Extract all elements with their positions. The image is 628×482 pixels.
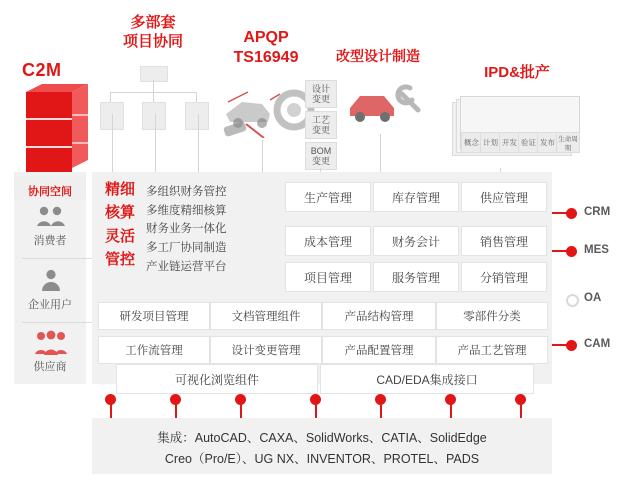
- org-chart-diagram: [98, 66, 208, 114]
- module-cell-accounting[interactable]: 财务会计: [373, 226, 459, 256]
- module-cell-doc-mgmt[interactable]: 文档管理组件: [210, 302, 322, 330]
- bottom-connector-dot: [445, 394, 456, 405]
- connector-dot-cam: [566, 340, 577, 351]
- module-cell-sales[interactable]: 销售管理: [461, 226, 547, 256]
- change-box-process: [305, 111, 337, 139]
- connector-label-cam: CAM: [584, 338, 611, 350]
- change-box-process-line1: 工艺: [311, 114, 330, 125]
- connector-dot-mes: [566, 246, 577, 257]
- sidebar-item-supplier-label: 供应商: [33, 361, 67, 373]
- label-ipd: IPD&批产: [484, 64, 550, 81]
- sidebar-item-enterprise-user[interactable]: [14, 264, 86, 322]
- bottom-connector-dot: [105, 394, 116, 405]
- change-box-bom: [305, 142, 337, 170]
- module-cell-project[interactable]: 项目管理: [285, 262, 371, 292]
- divider: [22, 258, 94, 259]
- keyword-0: 精细: [104, 181, 135, 198]
- label-multi-project-collab: [106, 14, 200, 52]
- ipd-col-3: 验证: [518, 132, 539, 153]
- c2m-cube: [26, 84, 88, 176]
- connector-line: [155, 114, 156, 172]
- connector-line: [262, 140, 263, 172]
- divider: [22, 322, 94, 323]
- panel-description: [146, 183, 274, 276]
- panel-left-keywords: [96, 178, 144, 271]
- label-redesign-manufacture: 改型设计制造: [336, 48, 420, 64]
- change-box-process-line2: 变更: [311, 125, 330, 135]
- module-cell-visual-browser[interactable]: 可视化浏览组件: [116, 364, 318, 394]
- module-cell-cost[interactable]: 成本管理: [285, 226, 371, 256]
- module-cell-production[interactable]: 生产管理: [285, 182, 371, 212]
- ipd-col-2: 开发: [499, 132, 520, 153]
- module-cell-distribution[interactable]: 分销管理: [461, 262, 547, 292]
- connector-label-crm: CRM: [584, 206, 611, 218]
- sidebar-item-enterprise-user-label: 企业用户: [28, 299, 72, 311]
- connector-line: [112, 114, 113, 172]
- connector-label-oa: OA: [584, 292, 602, 304]
- ipd-col-0: 概念: [461, 132, 482, 153]
- module-cell-part-classification[interactable]: 零部件分类: [436, 302, 548, 330]
- c2m-title: C2M: [22, 60, 62, 80]
- keyword-2: 灵活: [104, 227, 135, 245]
- bottom-connector-dot: [170, 394, 181, 405]
- desc-2: 财务业务一体化: [146, 223, 227, 236]
- module-cell-product-config[interactable]: 产品配置管理: [322, 336, 436, 364]
- module-cell-product-process[interactable]: 产品工艺管理: [436, 336, 548, 364]
- ipd-col-1: 计划: [480, 132, 501, 153]
- collab-space-header: 协同空间: [14, 176, 86, 199]
- redesign-illustration: [340, 80, 426, 134]
- group-icon: [34, 330, 68, 361]
- connector-dot-oa: [566, 294, 579, 307]
- label-apqp-ts16949: [218, 28, 314, 68]
- sidebar-item-consumer[interactable]: [14, 200, 86, 258]
- person-icon: [41, 268, 61, 297]
- module-cell-product-structure[interactable]: 产品结构管理: [322, 302, 436, 330]
- module-cell-supply[interactable]: 供应管理: [461, 182, 547, 212]
- change-box-design-line1: 设计: [311, 83, 330, 94]
- sidebar-item-consumer-label: 消费者: [33, 235, 67, 247]
- desc-1: 多维度精细核算: [146, 204, 227, 217]
- integration-line-2: Creo（Pro/E）、UG NX、INVENTOR、PROTEL、PADS: [164, 452, 480, 467]
- integration-line-1: 集成：AutoCAD、CAXA、SolidWorks、CATIA、SolidEdge: [157, 431, 487, 445]
- module-cell-design-change[interactable]: 设计变更管理: [210, 336, 322, 364]
- keyword-3: 管控: [104, 250, 135, 268]
- users-icon: [36, 204, 66, 233]
- ipd-col-5: 生命周期: [556, 132, 580, 153]
- apqp-illustration: [218, 80, 318, 138]
- module-cell-workflow[interactable]: 工作流管理: [98, 336, 210, 364]
- desc-4: 产业链运营平台: [146, 260, 227, 273]
- module-cell-rd-project[interactable]: 研发项目管理: [98, 302, 210, 330]
- connector-line: [380, 134, 381, 172]
- change-box-bom-line1: BOM: [310, 145, 332, 156]
- sidebar-item-supplier[interactable]: [14, 328, 86, 384]
- desc-0: 多组织财务管控: [146, 186, 227, 198]
- apqp-line-2: TS16949: [233, 49, 299, 66]
- bottom-connector-dot: [235, 394, 246, 405]
- bottom-connector-dot: [375, 394, 386, 405]
- change-box-design-line2: 变更: [311, 94, 330, 104]
- ipd-col-4: 发布: [537, 132, 558, 153]
- collab-line-1: 多部套: [130, 14, 176, 31]
- collab-line-2: 项目协同: [122, 32, 183, 50]
- desc-3: 多工厂协同制造: [146, 241, 227, 254]
- change-box-bom-line2: 变更: [311, 156, 330, 166]
- keyword-1: 核算: [104, 204, 135, 222]
- module-cell-inventory[interactable]: 库存管理: [373, 182, 459, 212]
- bottom-connector-dot: [310, 394, 321, 405]
- change-box-design: [305, 80, 337, 108]
- connector-label-mes: MES: [584, 244, 609, 256]
- connector-line: [198, 114, 199, 172]
- connector-dot-crm: [566, 208, 577, 219]
- module-cell-cad-eda-interface[interactable]: CAD/EDA集成接口: [320, 364, 534, 394]
- bottom-connector-dot: [515, 394, 526, 405]
- apqp-line-1: APQP: [243, 29, 289, 46]
- module-cell-service[interactable]: 服务管理: [373, 262, 459, 292]
- integration-text: [100, 428, 544, 471]
